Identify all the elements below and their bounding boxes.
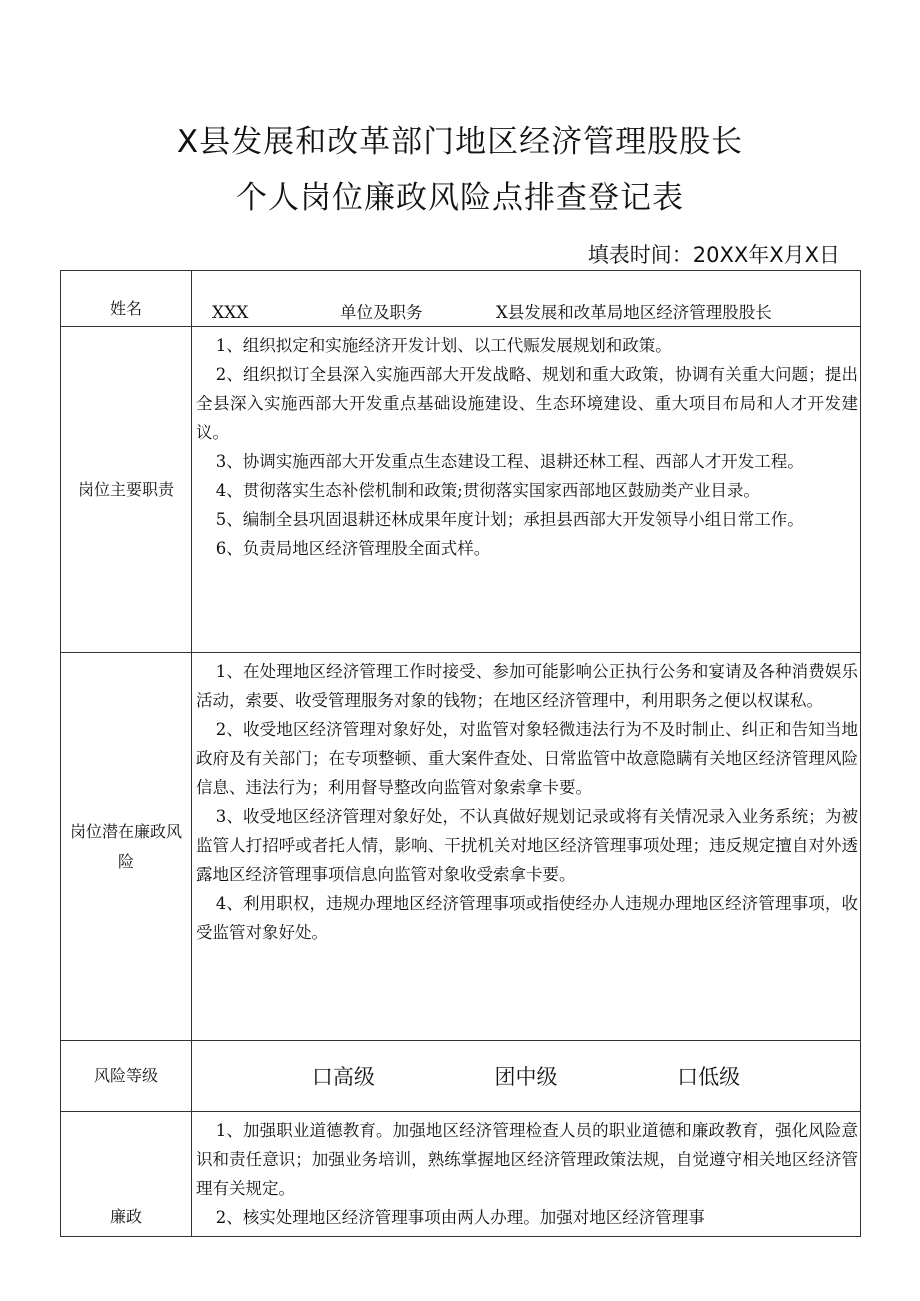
duty-item: 4、贯彻落实生态补偿机制和政策;贯彻落实国家西部地区鼓励类产业目录。 — [215, 481, 760, 500]
name-value: XXX — [212, 303, 249, 323]
name-label: 姓名 — [61, 271, 192, 327]
risk-level-label: 风险等级 — [61, 1041, 192, 1112]
measures-row — [61, 1112, 861, 1237]
measures-label: 廉政 — [61, 1112, 192, 1237]
risk-item: 4、利用职权，违规办理地区经济管理事项或指使经办人违规办理地区经济管理事项，收受监管对象好处。 — [196, 894, 858, 942]
duty-item: 5、编制全县巩固退耕还林成果年度计划；承担县西部大开发领导小组日常工作。 — [215, 510, 804, 529]
risk-level-row — [61, 1041, 861, 1112]
risks-row — [61, 653, 861, 1041]
duty-item: 3、协调实施西部大开发重点生态建设工程、退耕还林工程、西部人才开发工程。 — [215, 452, 804, 471]
title-line-2: 个人岗位廉政风险点排查登记表 — [236, 180, 684, 216]
level-high-checkbox[interactable]: 口高级 — [311, 1065, 375, 1089]
duties-row — [61, 327, 861, 653]
duty-item: 1、组织拟定和实施经济开发计划、以工代赈发展规划和政策。 — [215, 336, 672, 355]
unit-value: X县发展和改革局地区经济管理股股长 — [496, 303, 772, 322]
risks-label: 岗位潜在廉政风险 — [61, 653, 192, 1041]
name-row — [61, 271, 861, 327]
name-info-cell — [192, 271, 861, 327]
measures-content — [192, 1112, 861, 1237]
risk-level-options — [192, 1041, 861, 1112]
risk-register-table — [60, 270, 861, 1237]
risk-item: 1、在处理地区经济管理工作时接受、参加可能影响公正执行公务和宴请及各种消费娱乐活动，索要、收受管理服务对象的钱物；在地区经济管理中，利用职务之便以权谋私。 — [196, 662, 858, 710]
duty-item: 2、组织拟订全县深入实施西部大开发战略、规划和重大政策，协调有关重大问题；提出全县深入实施西部大开发重点基础设施建设、生态环境建设、重大项目布局和人才开发建议。 — [196, 365, 858, 442]
measure-item: 1、加强职业道德教育。加强地区经济管理检查人员的职业道德和廉政教育，强化风险意识和责任意识；加强业务培训，熟练掌握地区经济管理政策法规，自觉遵守相关地区经济管理有关规定。 — [196, 1121, 858, 1198]
risk-item: 2、收受地区经济管理对象好处，对监管对象轻微违法行为不及时制止、纠正和告知当地政府及有关部门；在专项整顿、重大案件查处、日常监管中故意隐瞒有关地区经济管理风险信息、违法行为；利用督导整改向监管对象索拿卡要。 — [196, 720, 858, 797]
measure-item: 2、核实处理地区经济管理事项由两人办理。加强对地区经济管理事 — [215, 1208, 705, 1227]
duties-label: 岗位主要职责 — [61, 327, 192, 653]
risks-content — [192, 653, 861, 1041]
risk-item: 3、收受地区经济管理对象好处，不认真做好规划记录或将有关情况录入业务系统；为被监管人打招呼或者托人情，影响、干扰机关对地区经济管理事项处理；违反规定擅自对外透露地区经济管理事项信息向监管对象收受索拿卡要。 — [196, 807, 858, 884]
unit-label: 单位及职务 — [340, 303, 423, 322]
title-line-1: X县发展和改革部门地区经济管理股股长 — [176, 124, 744, 160]
fill-date: 填表时间：20XX年X月X日 — [587, 243, 840, 267]
duties-content — [192, 327, 861, 653]
level-medium-checkbox[interactable]: 团中级 — [494, 1065, 558, 1089]
level-low-checkbox[interactable]: 口低级 — [677, 1065, 741, 1089]
duty-item: 6、负责局地区经济管理股全面式样。 — [215, 539, 491, 558]
